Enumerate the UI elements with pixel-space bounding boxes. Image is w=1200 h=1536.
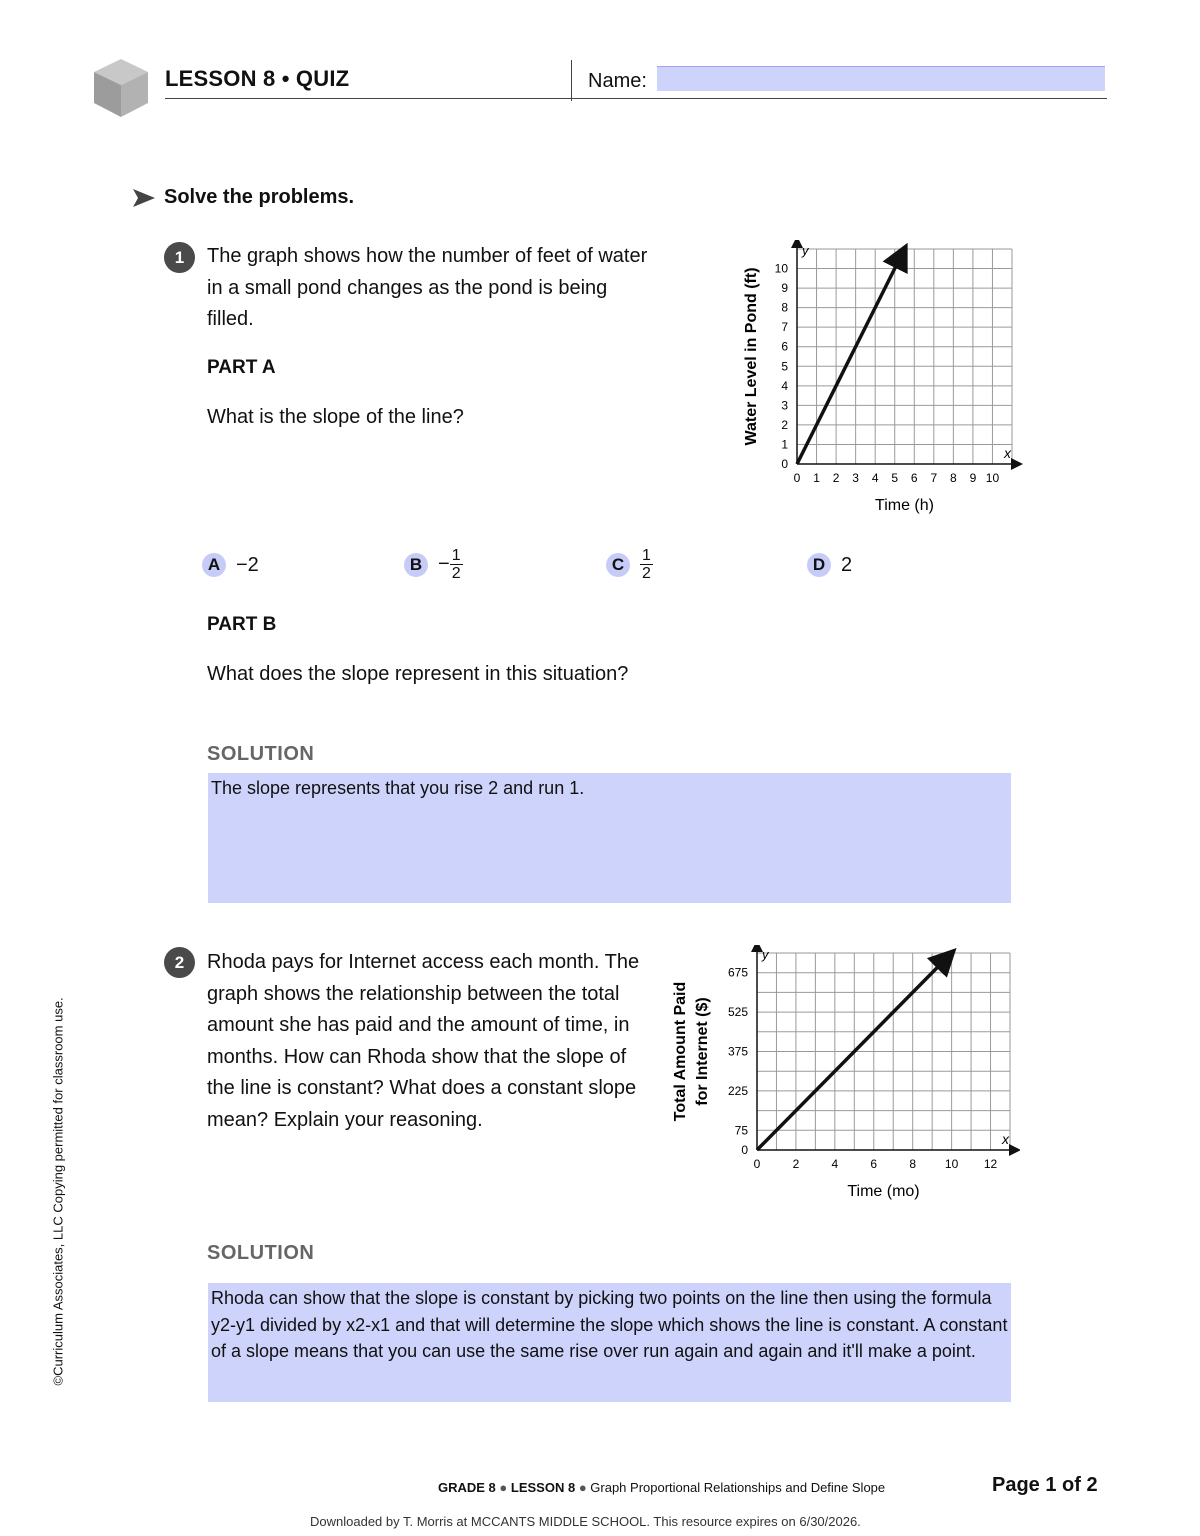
- header-divider: [571, 60, 572, 101]
- solution-1-field[interactable]: The slope represents that you rise 2 and run 1.: [208, 773, 1011, 903]
- copyright-note: ©Curriculum Associates, LLC Copying permitted for classroom use.: [50, 997, 66, 1386]
- y-tick-label: 75: [734, 1123, 748, 1138]
- choice-b-sign: −: [438, 553, 450, 575]
- choice-c-denominator: 2: [642, 565, 651, 582]
- part-b-label: PART B: [207, 614, 277, 635]
- internet-payment-chart: [665, 945, 1020, 1210]
- y-axis-label: Water Level in Pond (ft): [743, 267, 760, 446]
- water-level-chart: [730, 240, 1030, 530]
- y-tick-label: 675: [727, 965, 748, 980]
- series-line: [797, 249, 905, 464]
- x-tick-label: 0: [793, 471, 801, 485]
- y-tick-label: 525: [727, 1005, 748, 1020]
- name-label: Name:: [588, 70, 647, 92]
- choice-a[interactable]: [202, 553, 259, 577]
- y-tick-label: 9: [781, 281, 788, 296]
- y-tick-label: 375: [727, 1044, 748, 1059]
- solution-2-field[interactable]: Rhoda can show that the slope is constant by picking two points on the line then using the formula y2-y1 divided by x2-x1 and that will determine the slope which shows the line is constant. A constant of a slope means that you can use the same rise over run again and again and it'll make a point.: [208, 1283, 1011, 1402]
- choice-c-numerator: 1: [642, 547, 651, 564]
- choice-b-numerator: 1: [451, 547, 461, 564]
- x-tick-label: 10: [985, 471, 1000, 485]
- choice-d-value: 2: [841, 553, 853, 576]
- x-tick-label: 8: [909, 1157, 917, 1171]
- x-tick-label: 4: [871, 471, 879, 485]
- x-tick-label: 9: [969, 471, 977, 485]
- footer-info: GRADE 8 ● LESSON 8 ● Graph Proportional Relationships and Define Slope: [438, 1480, 886, 1495]
- x-tick-label: 1: [813, 471, 820, 485]
- choice-a-value: −2: [236, 553, 259, 576]
- x-tick-label: 2: [832, 471, 840, 485]
- x-tick-label: 10: [944, 1157, 959, 1171]
- instructions-text: Solve the problems.: [164, 186, 355, 208]
- x-tick-label: 2: [792, 1157, 800, 1171]
- y-tick-label: 5: [781, 359, 788, 374]
- x-axis-label: Time (mo): [847, 1183, 920, 1200]
- question-number-1: 1: [164, 242, 195, 273]
- part-a-label: PART A: [207, 357, 276, 378]
- y-tick-label: 8: [781, 300, 788, 315]
- x-tick-label: 8: [950, 471, 957, 485]
- choice-b-denominator: 2: [451, 565, 461, 582]
- x-tick-label: 6: [870, 1157, 878, 1171]
- x-tick-label: 3: [852, 471, 859, 485]
- y-axis-label-line1: Total Amount Paid: [672, 981, 689, 1122]
- solution-2-label: SOLUTION: [207, 1242, 315, 1264]
- x-axis-label: Time (h): [875, 497, 934, 514]
- y-tick-label: 10: [774, 261, 788, 276]
- lesson-cube-icon: [92, 57, 150, 119]
- choice-b-fraction: [450, 547, 463, 582]
- footer-topic: Graph Proportional Relationships and Define Slope: [590, 1480, 886, 1495]
- x-tick-label: 12: [983, 1157, 998, 1171]
- arrow-bullet-icon: [132, 188, 156, 208]
- choice-a-letter: A: [202, 553, 226, 577]
- page-number: Page 1 of 2: [992, 1474, 1098, 1496]
- solution-1-label: SOLUTION: [207, 743, 315, 765]
- x-tick-label: 4: [831, 1157, 839, 1171]
- y-axis-label-line2: for Internet ($): [694, 997, 711, 1106]
- x-tick-label: 0: [753, 1157, 761, 1171]
- x-tick-label: 6: [910, 471, 918, 485]
- header-rule: [165, 98, 1107, 99]
- part-a-question: What is the slope of the line?: [207, 406, 464, 428]
- x-axis-letter: x: [1002, 1131, 1009, 1147]
- y-tick-label: 2: [781, 417, 788, 432]
- footer-lesson: LESSON 8: [510, 1480, 576, 1495]
- choice-b-letter: B: [404, 553, 428, 577]
- y-axis-letter: y: [762, 947, 769, 962]
- y-tick-label: 0: [741, 1143, 748, 1157]
- download-note: Downloaded by T. Morris at MCCANTS MIDDLE SCHOOL. This resource expires on 6/30/2026.: [310, 1514, 861, 1529]
- y-tick-label: 7: [781, 320, 788, 335]
- choice-c-fraction: [640, 547, 653, 582]
- lesson-title: LESSON 8 • QUIZ: [165, 66, 350, 91]
- question-2-text: Rhoda pays for Internet access each month. The graph shows the relationship between the total amount she has paid and the amount of time, in months. How can Rhoda show that the slope of the line is constant? What does a constant slope mean? Explain your reasoning.: [207, 951, 640, 1131]
- y-tick-label: 3: [781, 398, 788, 413]
- y-tick-label: 1: [781, 437, 788, 452]
- choice-d-letter: D: [807, 553, 831, 577]
- part-b-question: What does the slope represent in this situation?: [207, 663, 629, 685]
- y-tick-label: 6: [781, 339, 788, 354]
- choice-d[interactable]: [807, 553, 852, 577]
- question-1-text: The graph shows how the number of feet of water in a small pond changes as the pond is being filled.: [207, 245, 648, 330]
- footer-grade: GRADE 8: [438, 1480, 496, 1495]
- y-axis-letter: y: [802, 243, 809, 258]
- x-tick-label: 5: [891, 471, 899, 485]
- name-field[interactable]: [657, 66, 1105, 91]
- y-tick-label: 225: [727, 1083, 748, 1098]
- question-number-2: 2: [164, 947, 195, 978]
- choice-c-letter: C: [606, 553, 630, 577]
- x-tick-label: 7: [930, 471, 938, 485]
- choice-c[interactable]: [606, 547, 653, 582]
- choice-b[interactable]: [404, 547, 463, 582]
- instructions: [132, 186, 354, 209]
- x-axis-letter: x: [1004, 445, 1011, 461]
- y-tick-label: 4: [781, 378, 788, 393]
- y-tick-label: 0: [781, 457, 788, 471]
